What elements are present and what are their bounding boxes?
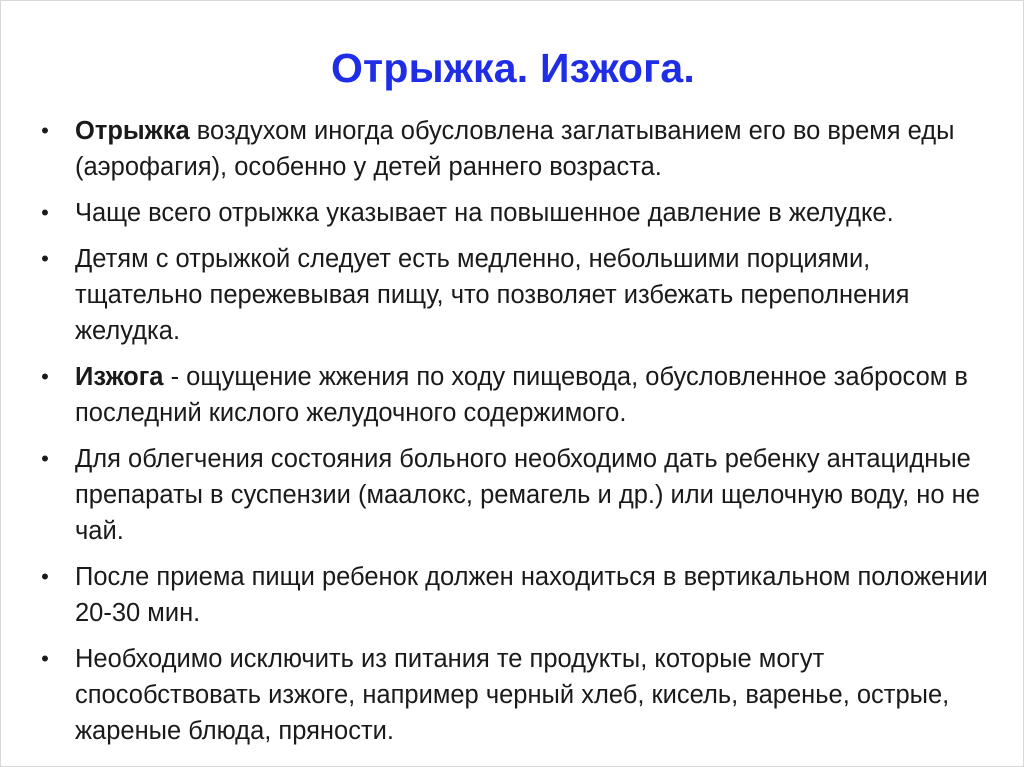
bullet-text: Чаще всего отрыжка указывает на повышенное давление в желудке. [75, 199, 894, 227]
bullet-text: воздухом иногда обусловлена заглатыванием его во время еды (аэрофагия), особенно у детей раннего возраста. [75, 117, 955, 181]
bullet-icon: • [41, 364, 49, 389]
bullet-text: Детям с отрыжкой следует есть медленно, небольшими порциями, тщательно пережевывая пищу, что позволяет избежать переполнения желудка. [75, 245, 910, 345]
bullet-item [35, 113, 995, 185]
bullet-icon: • [41, 646, 49, 671]
bullet-text: Для облегчения состояния больного необходимо дать ребенку антацидные препараты в суспензии (маалокс, ремагель и др.) или щелочную воду, но не чай. [75, 445, 980, 545]
bullet-term: Отрыжка [75, 117, 190, 145]
bullet-term: Изжога [75, 363, 164, 391]
bullet-item [35, 241, 995, 349]
bullet-item [35, 195, 995, 231]
bullet-text: После приема пищи ребенок должен находиться в вертикальном положении 20-30 мин. [75, 563, 988, 627]
bullet-icon: • [41, 118, 49, 143]
bullet-list [35, 113, 995, 759]
bullet-item [35, 559, 995, 631]
bullet-icon: • [41, 446, 49, 471]
bullet-text: - ощущение жжения по ходу пищевода, обусловленное забросом в последний кислого желудочного содержимого. [75, 363, 968, 427]
bullet-icon: • [41, 564, 49, 589]
bullet-item [35, 359, 995, 431]
bullet-item [35, 641, 995, 749]
bullet-item [35, 441, 995, 549]
bullet-icon: • [41, 246, 49, 271]
bullet-icon: • [41, 200, 49, 225]
bullet-text: Необходимо исключить из питания те продукты, которые могут способствовать изжоге, например черный хлеб, кисель, варенье, острые, жареные блюда, пряности. [75, 645, 950, 745]
slide-title: Отрыжка. Изжога. [330, 45, 696, 91]
